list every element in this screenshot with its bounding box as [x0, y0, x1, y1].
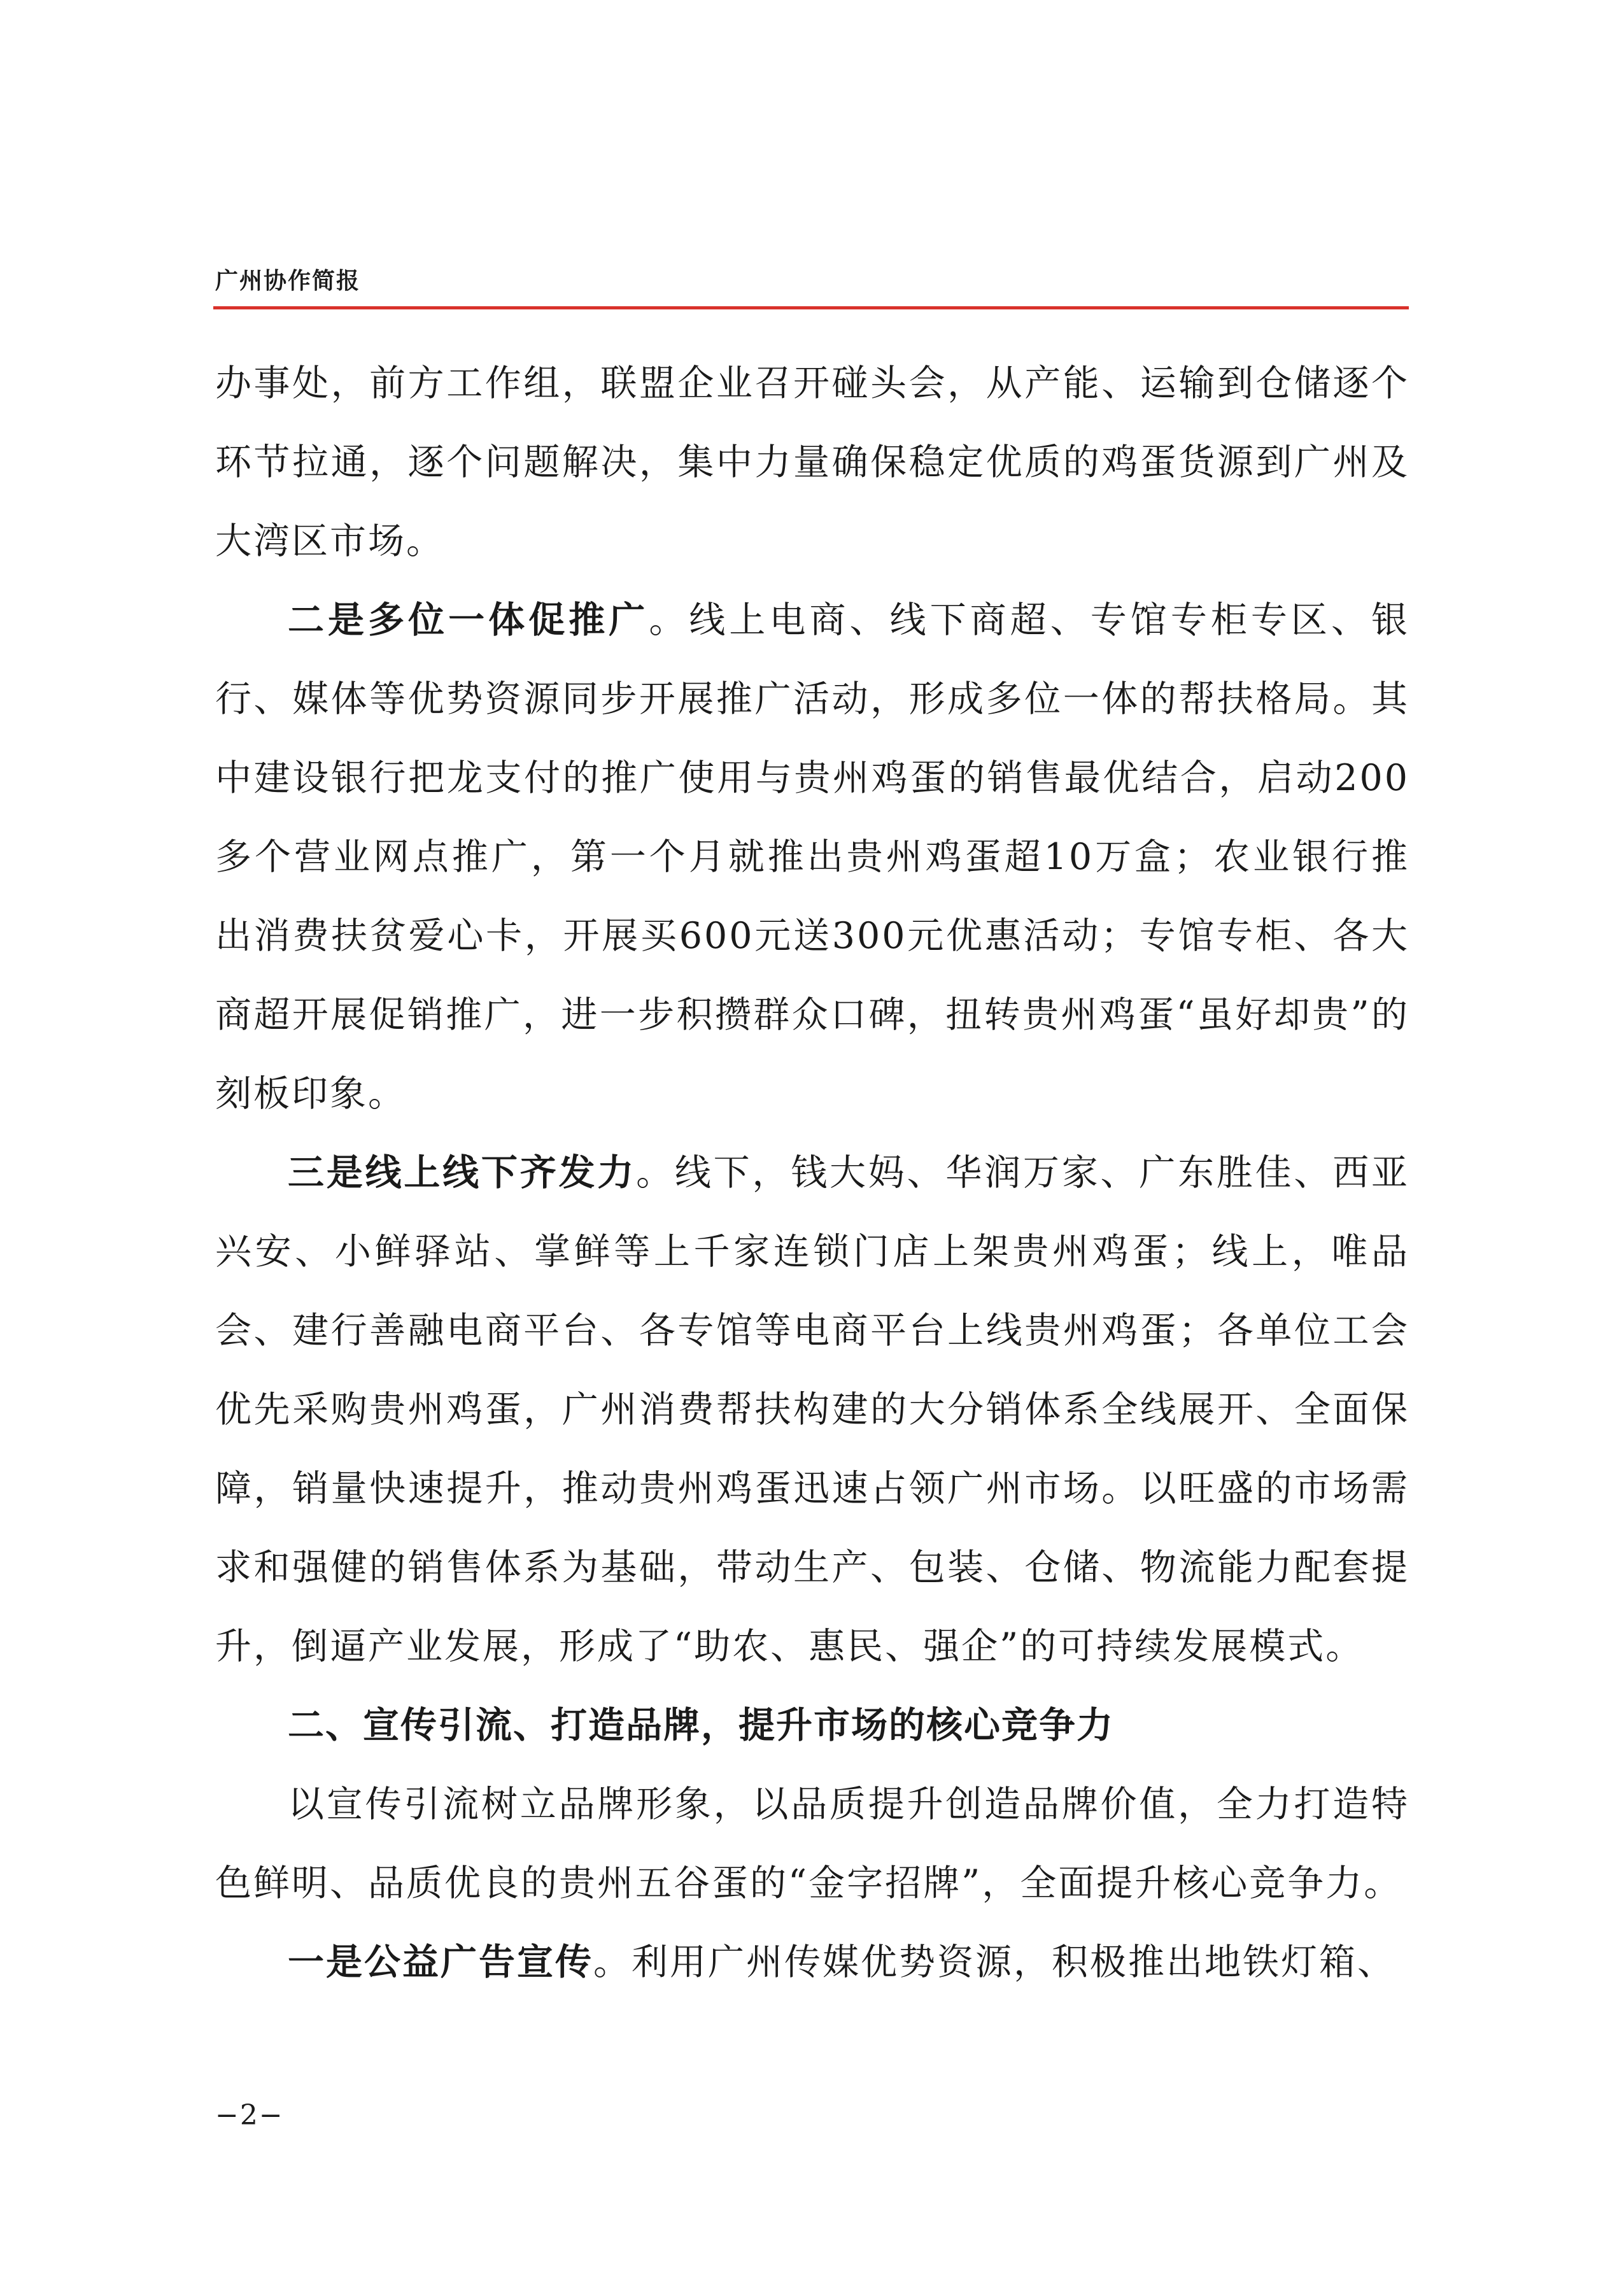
- paragraph-lead: 一是公益广告宣传: [288, 1941, 593, 1983]
- paragraph-multi-channel-promotion: [215, 581, 1409, 1133]
- paragraph-public-advertising: [215, 1923, 1409, 2002]
- paragraph-brand-building: 以宣传引流树立品牌形象，以品质提升创造品牌价值，全力打造特色鲜明、品质优良的贵州五谷蛋的“金字招牌”，全面提升核心竞争力。: [215, 1783, 1409, 1904]
- paragraph-text: 。线上电商、线下商超、专馆专柜专区、银行、媒体等优势资源同步开展推广活动，形成多位一体的帮扶格局。其中建设银行把龙支付的推广使用与贵州鸡蛋的销售最优结合，启动200多个营业网点推广，第一个月就推出贵州鸡蛋超10万盒；农业银行推出消费扶贫爱心卡，开展买600元送300元优惠活动；专馆专柜、各大商超开展促销推广，进一步积攒群众口碑，扭转贵州鸡蛋“虽好却贵”的刻板印象。: [215, 599, 1410, 1115]
- paragraph-text: 。利用广州传媒优势资源，积极推出地铁灯箱、: [593, 1941, 1395, 1983]
- paragraph-online-offline: [215, 1133, 1409, 1686]
- header-divider: [213, 306, 1409, 309]
- paragraph-lead: 二是多位一体促推广: [288, 598, 649, 641]
- header-title: 广州协作简报: [215, 268, 361, 294]
- paragraph-text: 。线下，钱大妈、华润万家、广东胜佳、西亚兴安、小鲜驿站、掌鲜等上千家连锁门店上架贵州鸡蛋；线上，唯品会、建行善融电商平台、各专馆等电商平台上线贵州鸡蛋；各单位工会优先采购贵州鸡蛋，广州消费帮扶构建的大分销体系全线展开、全面保障，销量快速提升，推动贵州鸡蛋迅速占领广州市场。以旺盛的市场需求和强健的销售体系为基础，带动生产、包装、仓储、物流能力配套提升，倒逼产业发展，形成了“助农、惠民、强企”的可持续发展模式。: [215, 1152, 1410, 1667]
- section-heading: 二、宣传引流、打造品牌，提升市场的核心竞争力: [288, 1704, 1114, 1746]
- paragraph-continuation: 办事处，前方工作组，联盟企业召开碰头会，从产能、运输到仓储逐个环节拉通，逐个问题解决，集中力量确保稳定优质的鸡蛋货源到广州及大湾区市场。: [215, 362, 1409, 562]
- page-number: −2−: [215, 2099, 284, 2132]
- paragraph-lead: 三是线上线下齐发力: [288, 1151, 637, 1194]
- document-body: [215, 344, 1409, 2002]
